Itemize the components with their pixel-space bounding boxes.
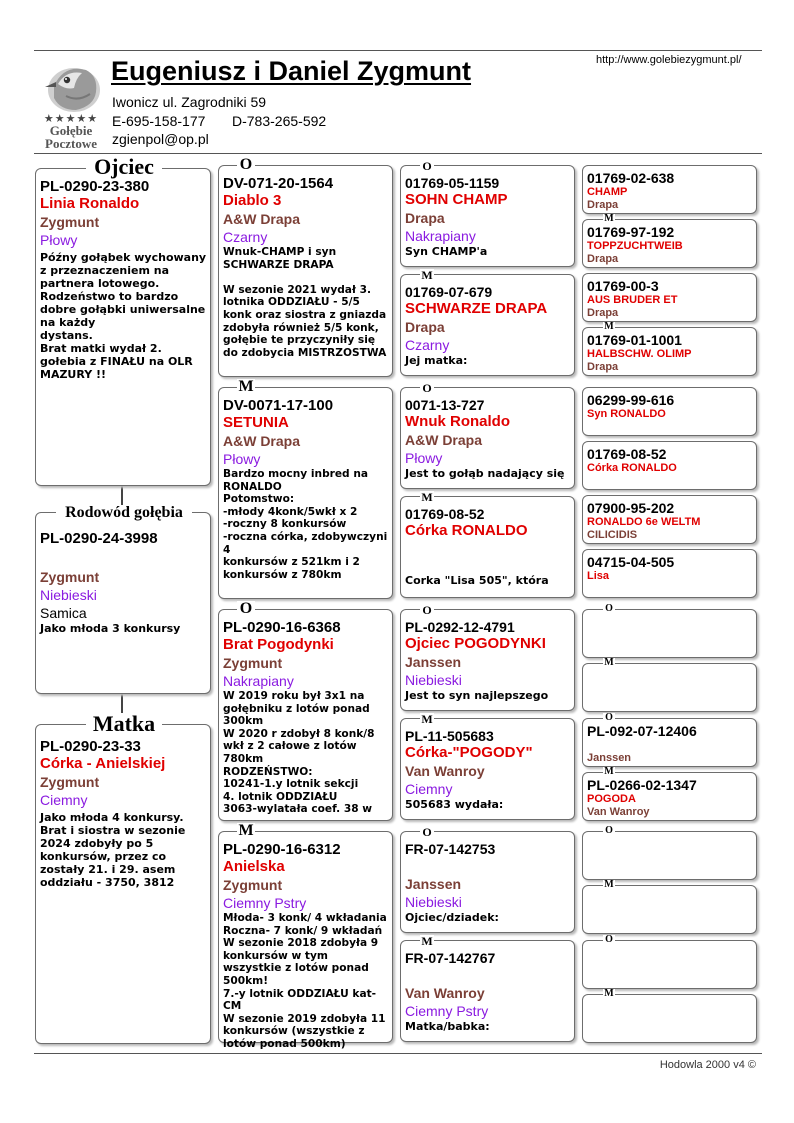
g4-name: Córka RONALDO [587,462,677,474]
g3-breeder: Drapa [405,319,445,335]
g2-ring: DV-0071-17-100 [223,397,334,414]
g4-ring: 01769-08-52 [587,446,667,462]
g3-note: Syn CHAMP'a [405,245,488,258]
father-note: Późny gołąbek wychowany z przeznaczeniem na partnera lotowego. Rodzeństwo to bardzo dobre gołąbki uniwersalne na każdy dystans. Brat matki wydał 2. gołebia z FINAŁU na OLR MAZURY !! [40,251,207,381]
g2-breeder: A&W Drapa [223,211,301,227]
g2-color: Czarny [223,229,268,245]
g4-card-6[interactable] [582,495,757,544]
g4-ring: 01769-01-1001 [587,332,682,348]
g3-color: Niebieski [405,894,462,910]
g2-label-sire: O [237,601,255,617]
g3-label-sire: O [420,826,434,838]
g3-breeder: Van Wanroy [405,763,485,779]
g3-breeder: Drapa [405,210,445,226]
mother-color: Ciemny [40,792,88,808]
g3-ring: FR-07-142767 [405,950,496,966]
pedigree-label: Rodowód gołębia [56,505,192,521]
g3-card-5[interactable] [400,718,575,820]
g3-note: Jest to syn najlepszego [405,689,549,702]
g3-color: Ciemny [405,781,453,797]
g3-breeder: Janssen [405,654,462,670]
g4-card-10[interactable] [582,718,757,767]
g2-color: Nakrapiany [223,673,294,689]
g3-note: Jest to gołąb nadający się [405,467,565,480]
g3-card-4[interactable] [400,609,575,711]
g3-breeder: A&W Drapa [405,432,483,448]
father-color: Płowy [40,232,78,248]
g3-breeder: Van Wanroy [405,985,485,1001]
g3-card-7[interactable] [400,940,575,1042]
g2-note: Bardzo mocny inbred na RONALDO Potomstwo: -młody 4konk/5wkł x 2 -roczny 8 konkursów -roczna córka, zdobywczyni 4 konkursów z 521km i 2 konkursów z 780km [223,468,388,581]
father-ring: PL-0290-23-380 [40,178,150,195]
g4-breeder: Drapa [587,361,619,373]
g3-name: Córka RONALDO [405,522,528,539]
father-name: Linia Ronaldo [40,195,140,212]
g2-ring: DV-071-20-1564 [223,175,334,192]
g2-note: W 2019 roku był 3x1 na gołębniku z lotów ponad 300km W 2020 r zdobył 8 konk/8 wkł z 2 całowe z lotów 780km RODZEŃSTWO: 10241-1.y lotnik sekcji 4. lotnik ODDZIAŁU 3063-wylatała coef. 38 w [223,690,375,816]
g3-name: SOHN CHAMP [405,191,508,208]
g3-label-sire: O [420,382,434,394]
logo-stars: ★★★★★ [43,112,99,125]
g3-label-dam: M [421,712,433,726]
g2-breeder: A&W Drapa [223,433,301,449]
g4-label-sire: O [603,826,615,836]
g2-label-sire: O [237,157,255,173]
g4-card-11[interactable] [582,772,757,821]
g2-label-dam: M [238,378,254,395]
mother-ring: PL-0290-23-33 [40,738,141,755]
g3-note: Corka "Lisa 505", która [405,574,549,587]
pigeon-head-icon [36,56,106,114]
g4-name: AUS BRUDER ET [587,294,678,306]
g2-card-0[interactable] [218,165,393,377]
g3-ring: 01769-05-1159 [405,175,500,191]
g4-card-2[interactable] [582,273,757,322]
g3-note: 505683 wydała: [405,798,504,811]
g2-ring: PL-0290-16-6368 [223,619,341,636]
g3-ring: 0071-13-727 [405,397,485,413]
g2-name: SETUNIA [223,414,289,431]
g4-card-8[interactable] [582,609,757,658]
g4-label-dam: M [604,657,614,668]
footer-rule [34,1053,762,1054]
g4-ring: 01769-00-3 [587,278,659,294]
g3-card-6[interactable] [400,831,575,933]
g4-label-dam: M [604,766,614,777]
g2-note: Młoda- 3 konk/ 4 wkładania Roczna- 7 konk/ 9 wkładań W sezonie 2018 zdobyła 9 konkursów w tym wszystkie z lotów ponad 500km! 7.-y lotnik ODDZIAŁU kat-CM W sezonie 2019 zdobyła 11 konkursów (wszystkie z lotów ponad 500km) [223,912,387,1050]
g2-name: Brat Pogodynki [223,636,334,653]
g3-ring: FR-07-142753 [405,841,496,857]
g4-card-15[interactable] [582,994,757,1043]
g4-label-dam: M [604,321,614,332]
g4-name: Lisa [587,570,610,582]
g4-card-9[interactable] [582,663,757,712]
g2-breeder: Zygmunt [223,655,283,671]
g4-ring: 07900-95-202 [587,500,675,516]
g4-label-sire: O [603,935,615,945]
g4-card-12[interactable] [582,831,757,880]
g4-card-1[interactable] [582,219,757,268]
g4-label-sire: O [603,713,615,723]
g4-label-dam: M [604,988,614,999]
g2-label-dam: M [238,822,254,839]
g4-breeder: Drapa [587,307,619,319]
g3-note: Matka/babka: [405,1020,490,1033]
g4-label-sire: O [603,604,615,614]
g3-color: Nakrapiany [405,228,476,244]
g3-color: Ciemny Pstry [405,1003,489,1019]
g4-ring: 01769-97-192 [587,224,675,240]
father-card[interactable] [35,168,211,486]
g3-note: Ojciec/dziadek: [405,911,499,924]
g3-label-dam: M [421,490,433,504]
father-label: Ojciec [86,156,162,178]
address: Iwonicz ul. Zagrodniki 59 [112,94,267,110]
g4-card-5[interactable] [582,441,757,490]
g4-name: Syn RONALDO [587,408,666,420]
email: zgienpol@op.pl [112,131,209,147]
logo [36,56,106,151]
footer-text: Hodowla 2000 v4 © [659,1059,756,1071]
subject-note: Jako młoda 3 konkursy [40,622,181,635]
g3-name: Ojciec POGODYNKI [405,635,546,652]
g3-label-sire: O [420,160,434,172]
subject-color: Niebieski [40,587,97,603]
g4-card-0[interactable] [582,165,757,214]
header-top-rule [34,50,762,51]
g4-breeder: Drapa [587,199,619,211]
mother-note: Jako młoda 4 konkursy. Brat i siostra w sezonie 2024 zdobyły po 5 konkursów, przez co zostały 21. i 29. asem oddziału - 3750, 3812 [40,811,186,889]
g3-card-2[interactable] [400,387,575,489]
g3-ring: 01769-08-52 [405,506,485,522]
g3-label-dam: M [421,934,433,948]
g4-name: TOPPZUCHTWEIB [587,240,683,252]
logo-text-2: Pocztowe [45,136,97,151]
g3-card-1[interactable] [400,274,575,376]
g4-breeder: Drapa [587,253,619,265]
g2-name: Anielska [223,858,285,875]
g4-ring: PL-0266-02-1347 [587,777,697,793]
g3-color: Płowy [405,450,443,466]
subject-ring: PL-0290-24-3998 [40,530,158,547]
g4-label-dam: M [604,213,614,224]
g4-breeder: Janssen [587,752,632,764]
g2-color: Ciemny Pstry [223,895,307,911]
g4-card-4[interactable] [582,387,757,436]
logo-text-1: Gołębie [49,123,93,138]
g4-card-7[interactable] [582,549,757,598]
g4-card-3[interactable] [582,327,757,376]
g4-ring: 06299-99-616 [587,392,675,408]
subject-breeder: Zygmunt [40,569,100,585]
g3-color: Niebieski [405,672,462,688]
g2-card-3[interactable] [218,831,393,1050]
phone-e: E-695-158-177 [112,113,206,129]
g4-ring: 04715-04-505 [587,554,675,570]
g4-card-14[interactable] [582,940,757,989]
g2-color: Płowy [223,451,261,467]
g3-name: Córka-"POGODY" [405,744,533,761]
g4-name: RONALDO 6e WELTM [587,516,701,528]
subject-sex: Samica [40,605,87,621]
g2-note: Wnuk-CHAMP i syn SCHWARZE DRAPA W sezonie 2021 wydał 3. lotnika ODDZIAŁU - 5/5 konk oraz siostra z gniazda zdobyła również 5/5 konk, gołębie te przyczyniły się do zdobycia MISTRZOSTWA [223,246,387,359]
g4-ring: 01769-02-638 [587,170,675,186]
g4-card-13[interactable] [582,885,757,934]
g4-label-dam: M [604,879,614,890]
g3-name: Wnuk Ronaldo [405,413,510,430]
page-title: Eugeniusz i Daniel Zygmunt [111,56,472,86]
g2-card-1[interactable] [218,387,393,599]
g3-ring: PL-11-505683 [405,728,494,744]
g3-label-dam: M [421,268,433,282]
g4-name: POGODA [587,793,636,805]
mother-breeder: Zygmunt [40,774,100,790]
phone-d: D-783-265-592 [232,113,327,129]
mother-name: Córka - Anielskiej [40,755,166,772]
g3-card-3[interactable] [400,496,575,598]
website-link[interactable]: http://www.golebiezygmunt.pl/ [596,54,742,66]
g3-ring: PL-0292-12-4791 [405,619,515,635]
g2-ring: PL-0290-16-6312 [223,841,341,858]
g2-name: Diablo 3 [223,192,282,209]
g3-card-0[interactable] [400,165,575,267]
g3-note: Jej matka: [405,354,468,367]
g2-card-2[interactable] [218,609,393,821]
mother-label: Matka [86,713,162,735]
g3-breeder: Janssen [405,876,462,892]
g4-breeder: Van Wanroy [587,806,650,818]
g4-breeder: CILICIDIS [587,529,638,541]
father-breeder: Zygmunt [40,214,100,230]
subject-card[interactable] [35,512,211,694]
g3-label-sire: O [420,604,434,616]
g3-ring: 01769-07-679 [405,284,493,300]
g2-breeder: Zygmunt [223,877,283,893]
g3-name: SCHWARZE DRAPA [405,300,548,317]
mother-card[interactable] [35,724,211,1044]
g4-name: CHAMP [587,186,628,198]
g4-name: HALBSCHW. OLIMP [587,348,692,360]
g3-color: Czarny [405,337,450,353]
g4-ring: PL-092-07-12406 [587,723,697,739]
